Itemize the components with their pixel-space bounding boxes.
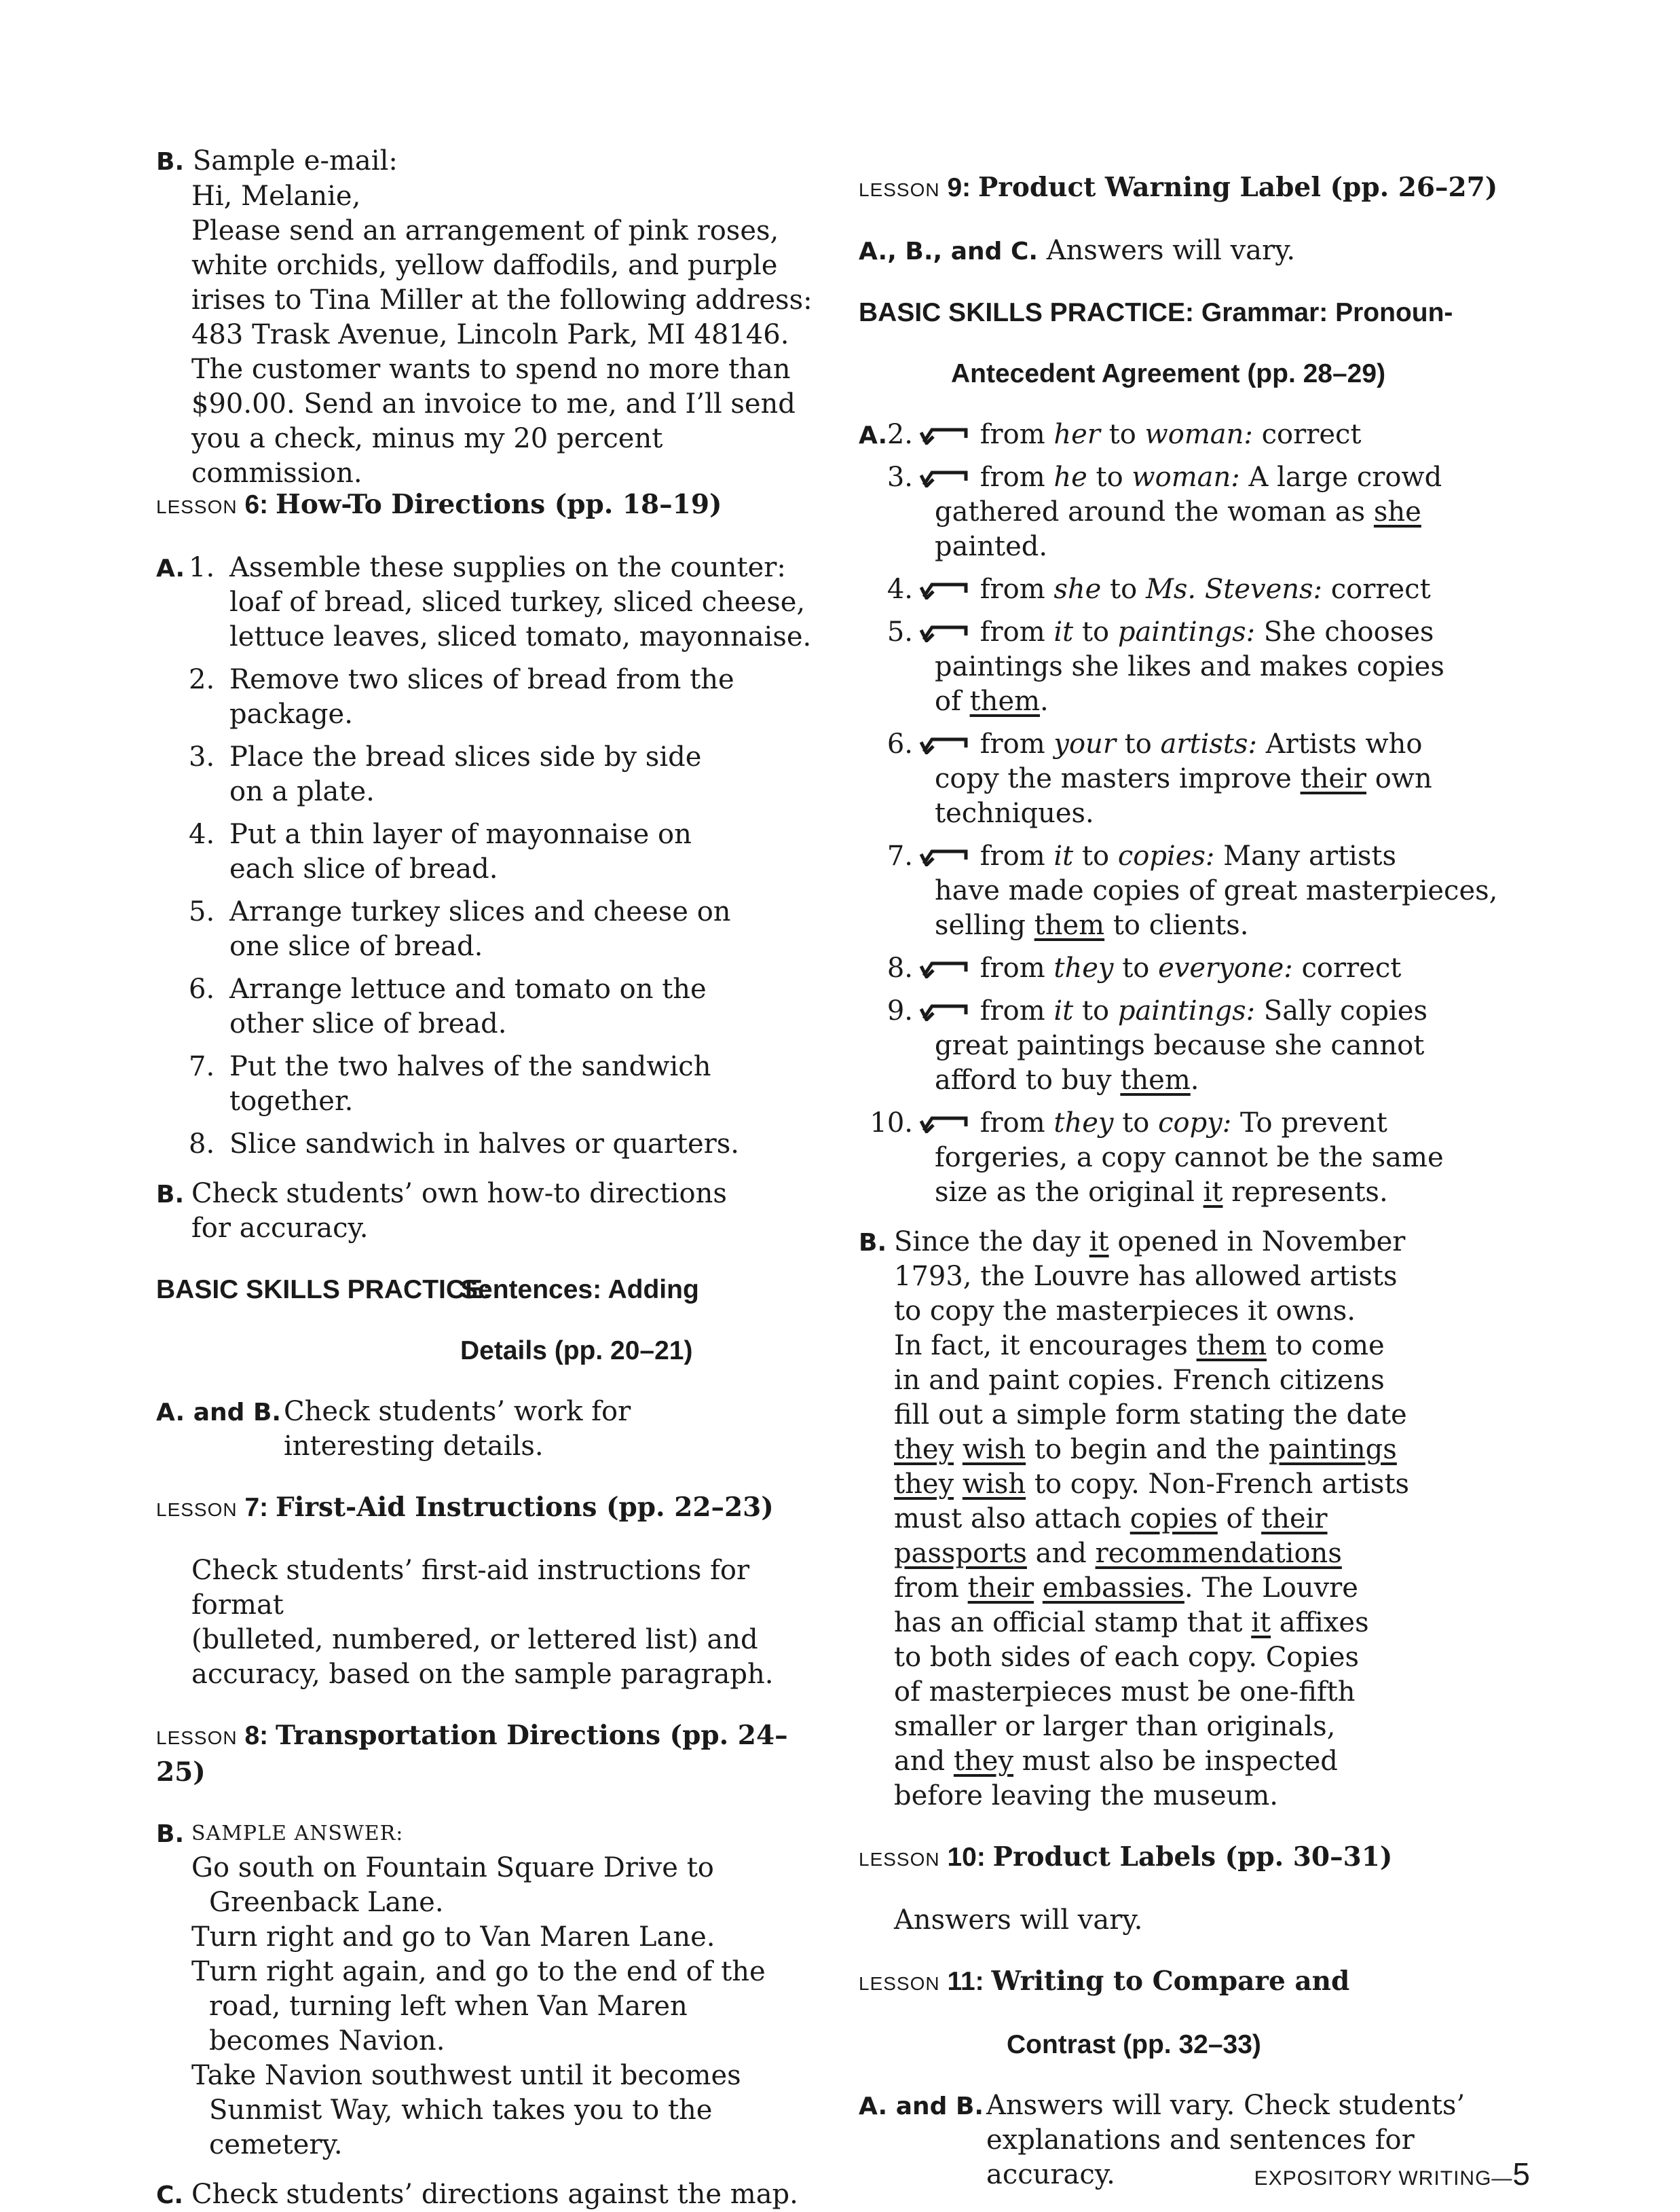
direction-step: Turn right and go to Van Maren Lane. xyxy=(191,1921,715,1953)
item-label: B. xyxy=(156,148,185,176)
basic-skills-heading: BASIC SKILLS PRACTICE: Sentences: Adding Details (pp. 20–21) xyxy=(156,1275,699,1365)
basic-skills-sentences-section xyxy=(156,1272,835,1464)
lesson-10-heading: LESSON 10: Product Labels (pp. 30–31) xyxy=(859,1841,1393,1873)
list-item: 4. Put a thin layer of mayonnaise on each slice of bread. xyxy=(189,819,692,885)
list-item: 1. Assemble these supplies on the counter: loaf of bread, sliced turkey, sliced cheese, lettuce leaves, sliced tomato, mayonnaise. xyxy=(189,552,812,652)
list-item: 5. from it to paintings: She chooses paintings she likes and makes copies of them. xyxy=(886,616,1444,717)
list-item: 7. from it to copies: Many artists have made copies of great masterpieces, selling them to clients. xyxy=(886,841,1498,941)
lesson-9-heading: LESSON 9: Product Warning Label (pp. 26–27) xyxy=(859,172,1498,203)
how-to-list xyxy=(156,551,835,1162)
arrow-icon xyxy=(918,467,971,487)
direction-step: Take Navion southwest until it becomes Sunmist Way, which takes you to the cemetery. xyxy=(191,2060,741,2160)
lesson-6-section xyxy=(156,487,835,1246)
email-body xyxy=(156,179,835,491)
how-to-b: B. Check students’ own how-to directions for accuracy. xyxy=(156,1178,727,1244)
email-line: white orchids, yellow daffodils, and purple xyxy=(191,250,778,281)
list-item: 2. from her to woman: correct xyxy=(886,419,1362,450)
email-line: 483 Trask Avenue, Lincoln Park, MI 48146. xyxy=(191,319,789,350)
basic-skills-heading: BASIC SKILLS PRACTICE: Grammar: Pronoun- xyxy=(859,298,1453,327)
basic-skills-grammar-section: BASIC SKILLS PRACTICE: Grammar: Pronoun- Antecedent Agreement (pp. 28–29) A. 2. from her to woman: correct 3. from he to woman: A large crowd gathered around the woman as she painted. 4. from she to Ms. Stevens: correct 5. from it to paintings: She chooses paintings she likes and makes copies of them. 6. from your to artists: Artists who copy the masters improve their own techniques. 7. from it to copies: Many artists have made copies of great masterpieces, selling them to clients. 8. from they to everyone: correct 9. from it to paintings: Sally copies great paintings because she cannot afford to buy them. 10. from they to copy: To prevent forgeries, a copy cannot be the same size as the original it represents. B. Since the day it opened in November 1793, the Louvre has allowed artists to copy the masterpieces it owns. In fact, it encourages them to come in and paint copies. French citizens fill out a simple form stating the date they wish to begin and the paintings they wish to copy. Non-French artists must also attach copies of their passports and recommendations from their embassies. The Louvre has an official stamp that it affixes to both sides of each copy. Copies of masterpieces must be one-fifth smaller or larger than originals, and they must also be inspected before leaving the museum. xyxy=(859,295,1537,1813)
arrow-icon xyxy=(918,579,971,600)
arrow-icon xyxy=(918,734,971,754)
list-item: 6. from your to artists: Artists who copy the masters improve their own techniques. xyxy=(886,729,1432,829)
lesson-8-section xyxy=(156,1718,835,2212)
lesson-9-answer: A., B., and C. Answers will vary. xyxy=(859,235,1296,266)
list-item: 8. Slice sandwich in halves or quarters. xyxy=(189,1128,739,1160)
item-label: A. and B. xyxy=(859,2093,984,2120)
lesson-8-answer: B. SAMPLE ANSWER: Go south on Fountain Square Drive to Greenback Lane. Turn right and go to Van Maren Lane. Turn right again, and go to the end of the road, turning left when Van Maren becomes Navion. Take Navion southwest until it becomes Sunmist Way, which takes you to the cemetery. xyxy=(156,1816,835,2162)
basic-skills-answer: A. and B. Check students’ work for interesting details. xyxy=(156,1396,631,1462)
list-item: 5. Arrange turkey slices and cheese on one slice of bread. xyxy=(189,896,731,962)
arrow-icon xyxy=(918,846,971,866)
item-label: B. xyxy=(156,1181,185,1209)
lesson-7-heading: LESSON 7: First-Aid Instructions (pp. 22–23) xyxy=(156,1492,774,1523)
email-line: Hi, Melanie, xyxy=(191,181,361,212)
direction-step: Turn right again, and go to the end of the road, turning left when Van Maren becomes Navion. xyxy=(191,1956,766,2057)
sample-email-section xyxy=(156,144,835,489)
lesson-7-answer: Check students’ first-aid instructions for format (bulleted, numbered, or lettered list) and accuracy, based on the sample paragraph. xyxy=(191,1555,774,1690)
item-label: A. and B. xyxy=(156,1399,282,1426)
arrow-icon xyxy=(918,1001,971,1021)
footer-dash: — xyxy=(1491,2167,1513,2190)
list-item: 2. Remove two slices of bread from the package. xyxy=(189,664,734,730)
list-item: 7. Put the two halves of the sandwich together. xyxy=(189,1051,711,1117)
lesson-10-section xyxy=(859,1840,1537,1938)
email-line: you a check, minus my 20 percent commission. xyxy=(191,423,663,489)
lesson-9-section xyxy=(859,170,1537,269)
email-line: $90.00. Send an invoice to me, and I’ll send xyxy=(191,388,796,420)
right-column xyxy=(859,144,1537,2192)
email-line: irises to Tina Miller at the following address: xyxy=(191,284,813,316)
list-item: 10. from they to copy: To prevent forgeries, a copy cannot be the same size as the original it represents. xyxy=(870,1107,1444,1208)
item-label: B. xyxy=(156,1820,185,1848)
louvre-paragraph: B. Since the day it opened in November 1793, the Louvre has allowed artists to copy the masterpieces it owns. In fact, it encourages them to come in and paint copies. French citizens fill out a simple form stating the date they wish to begin and the paintings they wish to copy. Non-French artists must also attach copies of their passports and recommendations from their embassies. The Louvre has an official stamp that it affixes to both sides of each copy. Copies of masterpieces must be one-fifth smaller or larger than originals, and they must also be inspected before leaving the museum. xyxy=(859,1226,1410,1811)
email-intro: Sample e-mail: xyxy=(192,145,398,177)
direction-step: Go south on Fountain Square Drive to Greenback Lane. xyxy=(191,1852,714,1918)
page-number: 5 xyxy=(1512,2156,1531,2192)
email-line: The customer wants to spend no more than xyxy=(191,354,791,385)
section-name: EXPOSITORY WRITING xyxy=(1254,2167,1492,2190)
item-label: B. xyxy=(859,1229,887,1257)
item-label: A. xyxy=(859,422,888,449)
lesson-10-answer: Answers will vary. xyxy=(894,1904,1143,1936)
left-column xyxy=(156,144,835,2212)
lesson-6-heading: LESSON 6: How-To Directions (pp. 18–19) xyxy=(156,489,722,520)
list-item: 3. from he to woman: A large crowd gathered around the woman as she painted. xyxy=(886,462,1442,562)
arrow-icon xyxy=(918,958,971,978)
lesson-11-heading: LESSON 11: Writing to Compare and xyxy=(859,1966,1350,1997)
list-item: 9. from it to paintings: Sally copies great paintings because she cannot afford to buy them. xyxy=(886,995,1428,1096)
arrow-icon xyxy=(918,1113,971,1133)
lesson-11-section: LESSON 11: Writing to Compare and Contrast (pp. 32–33) A. and B. Answers will vary. Check students’ explanations and sentences for accuracy. xyxy=(859,1964,1537,2192)
lesson-7-section xyxy=(156,1490,835,1692)
item-label: C. xyxy=(156,2181,184,2209)
list-item: 6. Arrange lettuce and tomato on the other slice of bread. xyxy=(189,974,707,1039)
lesson-11-answer: A. and B. Answers will vary. Check students’ explanations and sentences for accuracy. xyxy=(859,2090,1466,2190)
pronoun-list xyxy=(859,418,1537,1210)
lesson-8-c: C. Check students’ directions against the map. xyxy=(156,2179,798,2210)
list-item: 4. from she to Ms. Stevens: correct xyxy=(886,574,1431,605)
list-item: 3. Place the bread slices side by side on a plate. xyxy=(189,741,702,807)
lesson-8-heading: LESSON 8: Transportation Directions (pp. 24–25) xyxy=(156,1720,788,1788)
arrow-icon xyxy=(918,424,971,445)
page-footer xyxy=(1254,2156,1531,2192)
email-line: Please send an arrangement of pink roses, xyxy=(191,215,779,246)
item-label: A. xyxy=(156,555,185,583)
arrow-icon xyxy=(918,622,971,642)
list-item: 8. from they to everyone: correct xyxy=(886,953,1402,984)
